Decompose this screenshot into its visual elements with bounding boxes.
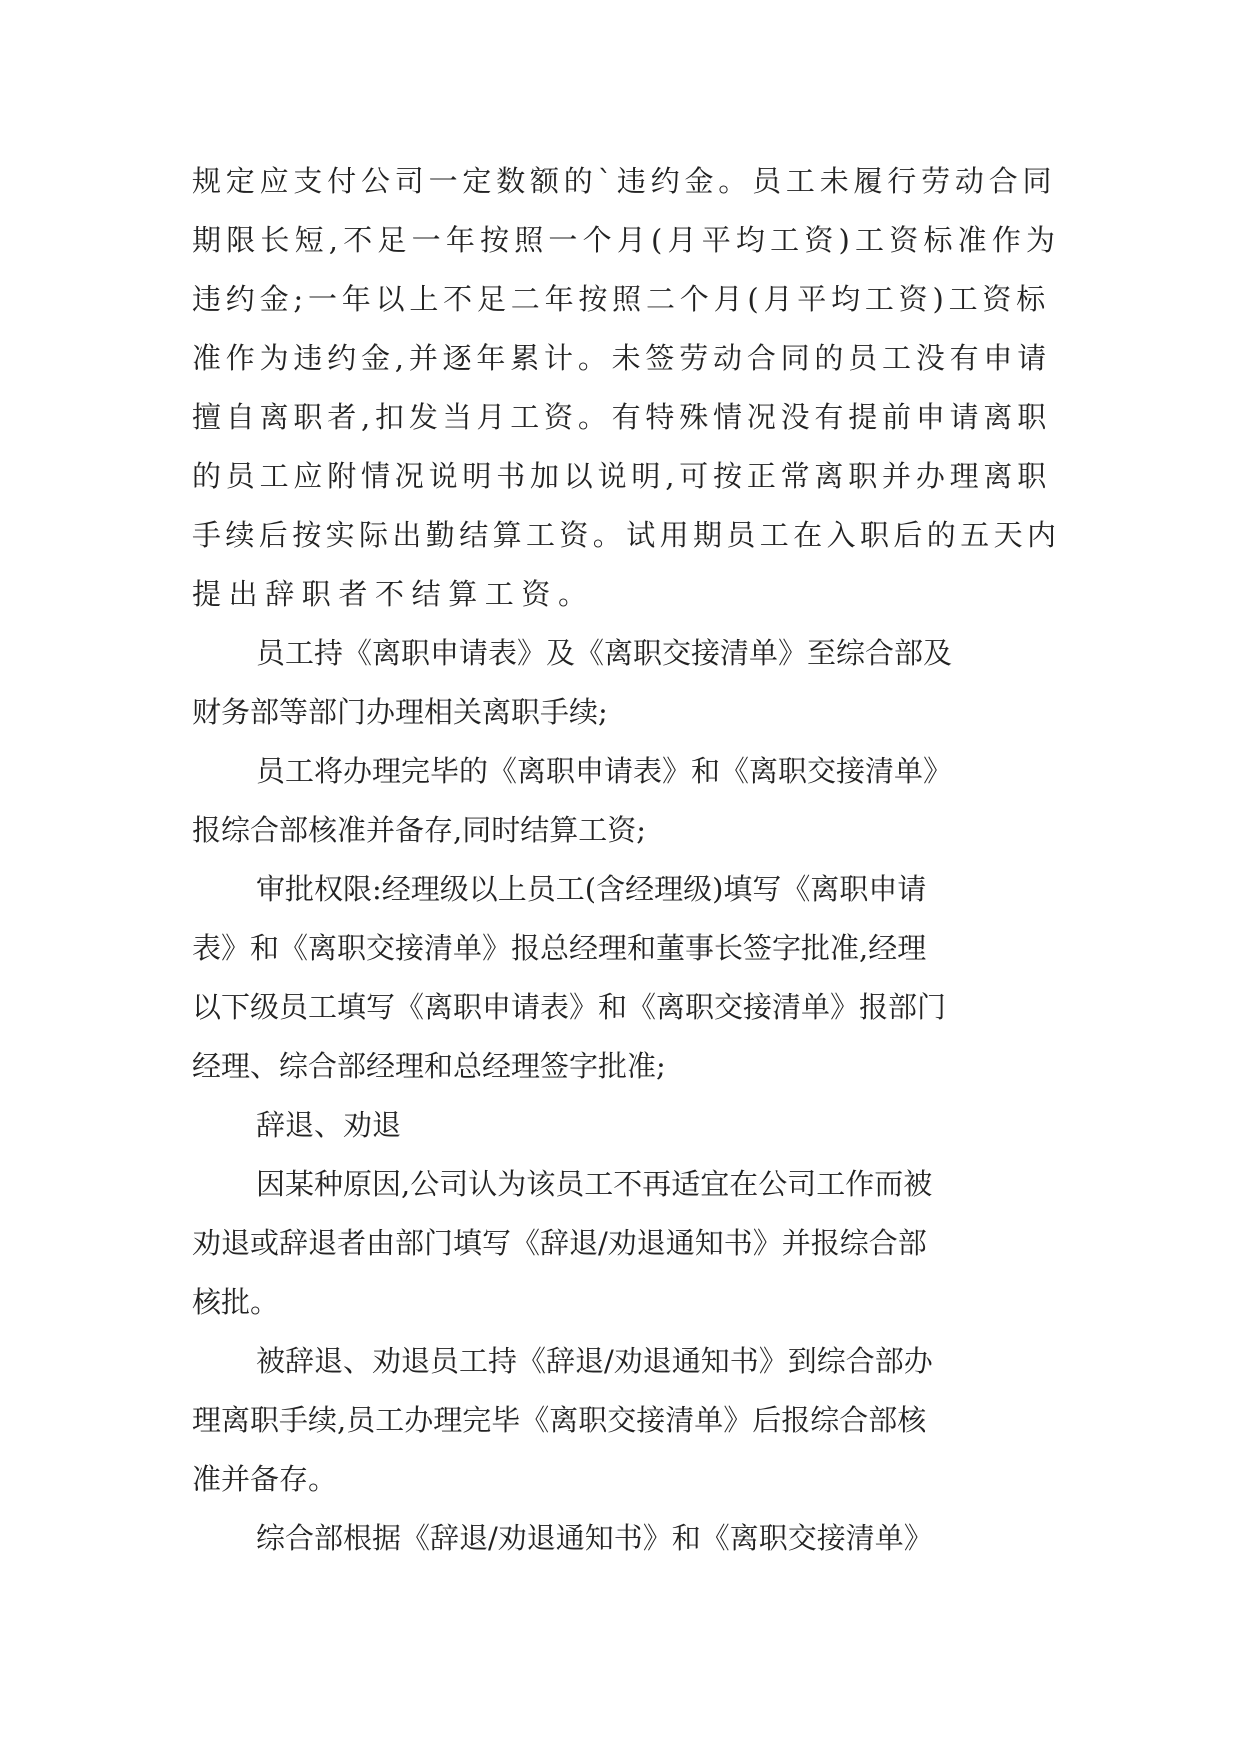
text-line: 以下级员工填写《离职申请表》和《离职交接清单》报部门 [192,990,947,1024]
text-line: 手续后按实际出勤结算工资。试用期员工在入职后的五天内 [192,518,1061,552]
text-line: 规定应支付公司一定数额的`违约金。员工未履行劳动合同 [192,164,1057,198]
text-line: 表》和《离职交接清单》报总经理和董事长签字批准,经理 [192,931,927,965]
text-line: 辞退、劝退 [256,1108,402,1142]
paragraph-approval-authority [192,860,1060,1096]
text-line: 因某种原因,公司认为该员工不再适宜在公司工作而被 [256,1167,933,1201]
text-line: 核批。 [192,1285,280,1319]
text-line: 理离职手续,员工办理完毕《离职交接清单》后报综合部核 [192,1403,927,1437]
section-heading-dismissal [192,1096,1060,1155]
text-line: 准作为违约金,并逐年累计。未签劳动合同的员工没有申请 [192,341,1052,375]
text-line: 违约金;一年以上不足二年按照二个月(月平均工资)工资标 [192,282,1050,316]
text-line: 准并备存。 [192,1462,338,1496]
document-body [192,152,1060,1568]
paragraph-dismissal-procedure [192,1332,1060,1509]
text-line: 劝退或辞退者由部门填写《辞退/劝退通知书》并报综合部 [192,1226,927,1260]
text-line: 员工持《离职申请表》及《离职交接清单》至综合部及 [256,636,953,670]
text-line: 综合部根据《辞退/劝退通知书》和《离职交接清单》 [256,1521,933,1555]
paragraph-hr-basis [192,1509,1060,1568]
text-line: 的员工应附情况说明书加以说明,可按正常离职并办理离职 [192,459,1052,493]
paragraph-dismissal-reason [192,1155,1060,1332]
text-line: 提出辞职者不结算工资。 [192,577,595,611]
text-line: 审批权限:经理级以上员工(含经理级)填写《离职申请 [256,872,927,906]
text-line: 经理、综合部经理和总经理签字批准; [192,1049,666,1083]
text-line: 期限长短,不足一年按照一个月(月平均工资)工资标准作为 [192,223,1061,257]
text-line: 员工将办理完毕的《离职申请表》和《离职交接清单》 [256,754,953,788]
text-line: 擅自离职者,扣发当月工资。有特殊情况没有提前申请离职 [192,400,1052,434]
text-line: 财务部等部门办理相关离职手续; [192,695,608,729]
text-line: 被辞退、劝退员工持《辞退/劝退通知书》到综合部办 [256,1344,933,1378]
paragraph-penalty [192,152,1060,624]
paragraph-approval-filing [192,742,1060,860]
text-line: 报综合部核准并备存,同时结算工资; [192,813,646,847]
paragraph-resignation-forms [192,624,1060,742]
